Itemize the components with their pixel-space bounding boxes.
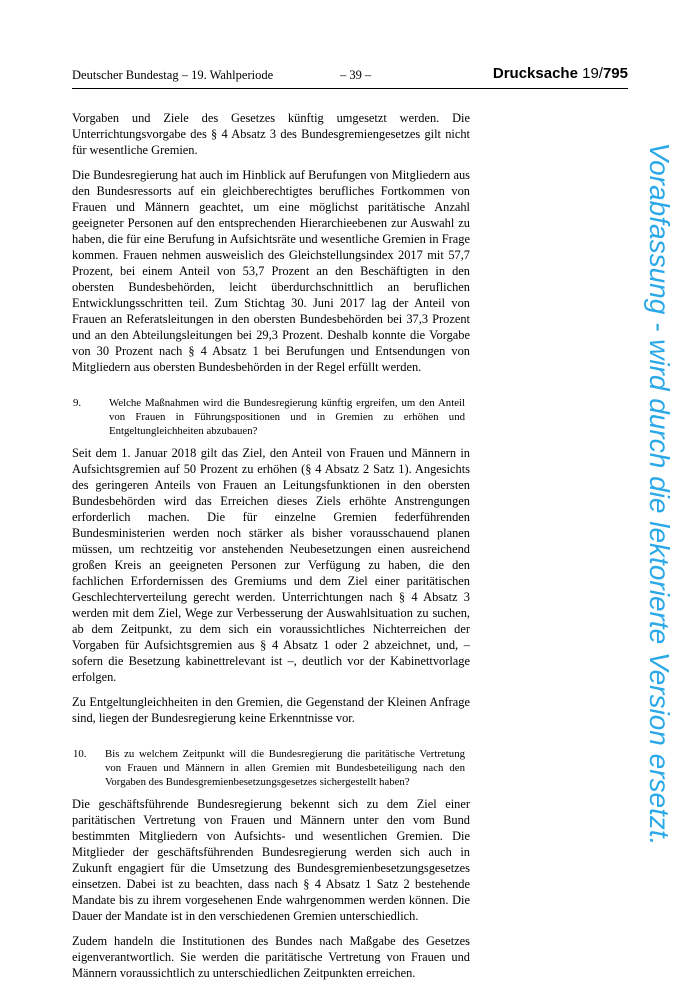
question-10 bbox=[72, 747, 470, 789]
page-header bbox=[72, 65, 628, 89]
draft-watermark-sidebar bbox=[636, 84, 682, 904]
draft-notice-text: Vorabfassung - wird durch die lektorierte Version ersetzt. bbox=[644, 142, 675, 846]
drucksache-number-suffix: 795 bbox=[602, 65, 628, 82]
paragraph-5: Die geschäftsführende Bundesregierung bekennt sich zu dem Ziel einer paritätischen Vertretung von Frauen und Männern unter den vom Bund bestimmten Mitgliedern von Aufsichts- und wesentlichen Gremien. Die Mitglieder der geschäftsführenden Bundesregierung werden sich auch in Zukunft engagiert für die Umsetzung des Bundesgremienbesetzungsgesetzes einsetzen. Dabei ist zu beachten, dass nach § 4 Absatz 1 Satz 2 bestehende Mandate bis zu ihrem vorgesehenen Ende wahrgenommen werden können. Die Dauer der Mandate ist in den verschiedenen Gremien unterschiedlich. bbox=[72, 797, 470, 923]
question-9-text: Welche Maßnahmen wird die Bundesregierung künftig ergreifen, um den Anteil von Frauen in Führungspositionen und in Gremien zu erhöhen und Entgeltungleichheiten abzubauen? bbox=[109, 397, 465, 437]
question-9 bbox=[72, 396, 470, 438]
paragraph-6: Zudem handeln die Institutionen des Bundes nach Maßgabe des Gesetzes eigenverantwortlich. Sie werden die paritätische Vertretung von Frauen und Männern voraussichtlich zu unterschiedlichen Zeitpunkten erreichen. bbox=[72, 934, 470, 980]
paragraph-4: Zu Entgeltungleichheiten in den Gremien, die Gegenstand der Kleinen Anfrage sind, liegen der Bundesregierung keine Erkenntnisse vor. bbox=[72, 695, 470, 725]
drucksache-number-prefix: 19/ bbox=[582, 65, 603, 82]
header-page-number: – 39 – bbox=[340, 68, 372, 82]
question-10-text: Bis zu welchem Zeitpunkt will die Bundesregierung die paritätische Vertretung von Frauen und Männern in allen Gremien mit Bundesbeteiligung nach den Vorgaben des Bundesgremienbesetzungsgesetzes sichergestellt haben? bbox=[105, 748, 465, 788]
question-10-number: 10. bbox=[73, 748, 87, 760]
paragraph-1: Vorgaben und Ziele des Gesetzes künftig umgesetzt werden. Die Unterrichtungsvorgabe des § 4 Absatz 3 des Bundesgremiengesetzes gilt nicht für wesentliche Gremien. bbox=[72, 111, 470, 157]
paragraph-2: Die Bundesregierung hat auch im Hinblick auf Berufungen von Mitgliedern aus den Bundesressorts auf ein gleichberechtigtes berufliches Fortkommen von Frauen und Männern geachtet, um eine möglichst paritätische Anzahl geeigneter Personen auf den entsprechenden Hierarchieebenen zur Auswahl zu haben, die für eine Berufung in Aufsichtsräte und wesentliche Gremien in Frage kommen. Frauen nehmen ausweislich des Gleichstellungsindex 2017 mit 57,7 Prozent, bei einem Anteil von 53,7 Prozent an den Beschäftigten in den obersten Bundesbehörden, leicht überdurchschnittlich an beruflichen Entwicklungsschritten teil. Zum Stichtag 30. Juni 2017 lag der Anteil von Frauen an Referatsleitungen in den obersten Bundesbehörden bei 37,3 Prozent und an den Abteilungsleitungen bei 29,3 Prozent. Deshalb konnte die Vorgabe von 30 Prozent nach § 4 Absatz 1 bei Berufungen und Entsendungen von Mitgliedern aus obersten Bundesbehörden in der Regel erfüllt werden. bbox=[72, 168, 470, 374]
question-9-number: 9. bbox=[73, 397, 82, 409]
header-drucksache bbox=[493, 65, 628, 82]
header-publication: Deutscher Bundestag – 19. Wahlperiode bbox=[72, 68, 274, 82]
document-body bbox=[72, 110, 470, 990]
drucksache-label: Drucksache bbox=[492, 65, 578, 82]
paragraph-3: Seit dem 1. Januar 2018 gilt das Ziel, den Anteil von Frauen und Männern in Aufsichtsgremien auf 50 Prozent zu erhöhen (§ 4 Absatz 2 Satz 1). Angesichts des geringeren Anteils von Frauen an Leitungsfunktionen in den obersten Bundesbehörden wird das Erreichen dieses Ziels erhöhte Anstrengungen erforderlich machen. Die für einzelne Gremien federführenden Bundesministerien werden noch stärker als bisher vorausschauend planen müssen, um rechtzeitig vor anstehenden Neubesetzungen einen ausreichend großen Kreis an geeigneten Personen zur Verfügung zu haben, die den fachlichen Erfordernissen des Gremiums und dem Ziel einer paritätischen Geschlechterverteilung gerecht werden. Unterrichtungen nach § 4 Absatz 3 werden mit dem Ziel, Wege zur Verbesserung der Auswahlsituation zu suchen, ab dem Zeitpunkt, zu dem sich ein voraussichtliches Nichterreichen der Vorgaben für Aufsichtsgremien aus § 4 Absatz 1 oder 2 abzeichnet, und, – sofern die Besetzung kabinettrelevant ist –, deutlich vor der Kabinettvorlage erfolgen. bbox=[72, 446, 470, 684]
